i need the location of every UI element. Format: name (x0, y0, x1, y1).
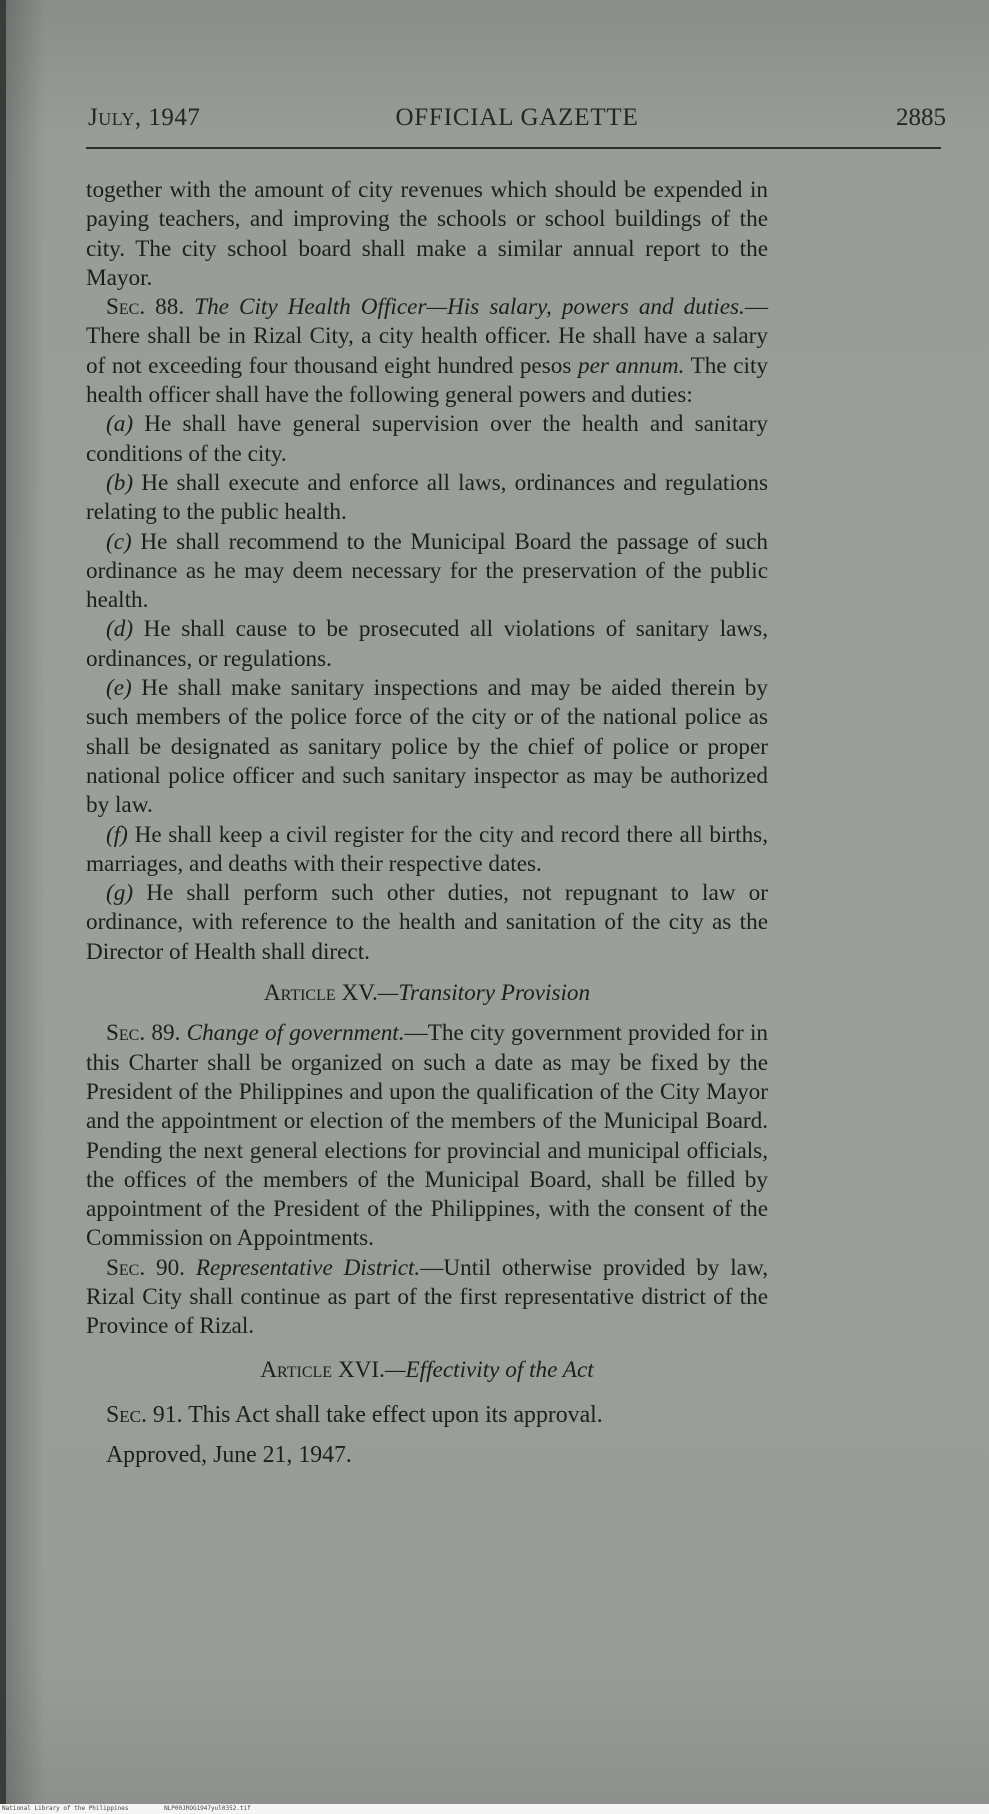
article-16-heading (86, 1356, 768, 1385)
section-text: —The city government provided for in this Charter shall be organized on such a date as may be fixed by the President of the Philippines and upon the qualification of the City Mayor and the appointment or election of the members of the Municipal Board. Pending the next general elections for provincial and municipal officials, the offices of the members of the Municipal Board, shall be filled by appointment of the President of the Philippines, with the consent of the Commission on Appointments. (86, 1020, 769, 1252)
section-text-end: The city health officer shall have the following general powers and duties: (86, 352, 769, 409)
duty-c (86, 528, 768, 616)
body-text (86, 176, 768, 1475)
closing-block (86, 1395, 768, 1475)
duty-a (86, 410, 768, 469)
duty-g (86, 879, 768, 967)
section-title: Representative District. (195, 1254, 421, 1281)
page-number: 2885 (896, 104, 946, 131)
duty-text: He shall cause to be prosecuted all violations of sanitary laws, ordinances, or regulations. (86, 616, 768, 672)
duty-text: He shall perform such other duties, not repugnant to law or ordinance, with reference to the health and sanitation of the city as the Director of Health shall direct. (86, 880, 768, 965)
duty-marker: (c) (106, 528, 132, 555)
duty-marker: (e) (106, 675, 132, 702)
duty-text: He shall have general supervision over the health and sanitary conditions of the city. (86, 411, 768, 467)
article-label: Article XVI. (260, 1356, 385, 1383)
section-text: —There shall be in Rizal City, a city health officer. He shall have a salary of not exceeding four thousand eight hundred pesos (86, 294, 769, 379)
header-rule (86, 147, 941, 149)
duty-marker: (d) (106, 616, 134, 643)
article-title: —Effectivity of the Act (384, 1356, 594, 1383)
section-90 (86, 1254, 768, 1342)
duty-text: He shall execute and enforce all laws, ordinances and regulations relating to the public health. (86, 469, 768, 526)
header-title: OFFICIAL GAZETTE (395, 104, 639, 131)
section-label: Sec. 90. (106, 1254, 185, 1281)
scan-filename: NLP00JROG1947yul0352.tif (164, 1805, 251, 1812)
duty-f (86, 821, 768, 880)
duty-marker: (b) (106, 469, 134, 496)
section-text: This Act shall take effect upon its approval. (182, 1401, 603, 1428)
section-88 (86, 293, 768, 410)
article-title: —Transitory Provision (377, 980, 591, 1007)
duty-text: He shall make sanitary inspections and may be aided therein by such members of the police force of the city or of the national police as shall be designated as sanitary police by the chief of police or proper national police officer and such sanitary inspector as may be authorized by law. (86, 675, 768, 819)
approval-date: Approved, June 21, 1947. (106, 1441, 352, 1468)
article-15-heading (86, 979, 768, 1008)
section-title: Change of government. (186, 1020, 405, 1047)
duty-text: He shall recommend to the Municipal Board the passage of such ordinance as he may deem necessary for the preservation of the public health. (86, 528, 768, 614)
duty-marker: (a) (106, 411, 134, 438)
page-header (88, 104, 946, 136)
duty-text: He shall keep a civil register for the city and record there all births, marriages, and deaths with their respective dates. (86, 821, 768, 877)
section-italic: per annum. (577, 352, 685, 379)
section-label: Sec. 88. (106, 294, 185, 321)
section-label: Sec. 89. (106, 1020, 181, 1047)
duty-e (86, 674, 768, 820)
section-91 (86, 1395, 768, 1435)
section-label: Sec. 91. (106, 1401, 183, 1428)
library-credit: National Library of the Philippines (2, 1805, 129, 1812)
paragraph-continuation: together with the amount of city revenues which should be expended in paying teachers, and improving the schools or school buildings of the city. The city school board shall make a similar annual report to the Mayor. (86, 177, 768, 291)
duty-marker: (f) (106, 821, 128, 848)
scan-footer (0, 1804, 989, 1814)
duty-marker: (g) (106, 880, 134, 907)
section-text: —Until otherwise provided by law, Rizal City shall continue as part of the first representative district of the Province of Rizal. (86, 1254, 768, 1340)
duty-d (86, 615, 768, 674)
section-89 (86, 1019, 768, 1253)
article-label: Article XV. (263, 980, 378, 1007)
header-date: July, 1947 (88, 104, 201, 131)
duty-b (86, 469, 768, 528)
section-title: The City Health Officer—His salary, powers and duties. (194, 294, 745, 321)
